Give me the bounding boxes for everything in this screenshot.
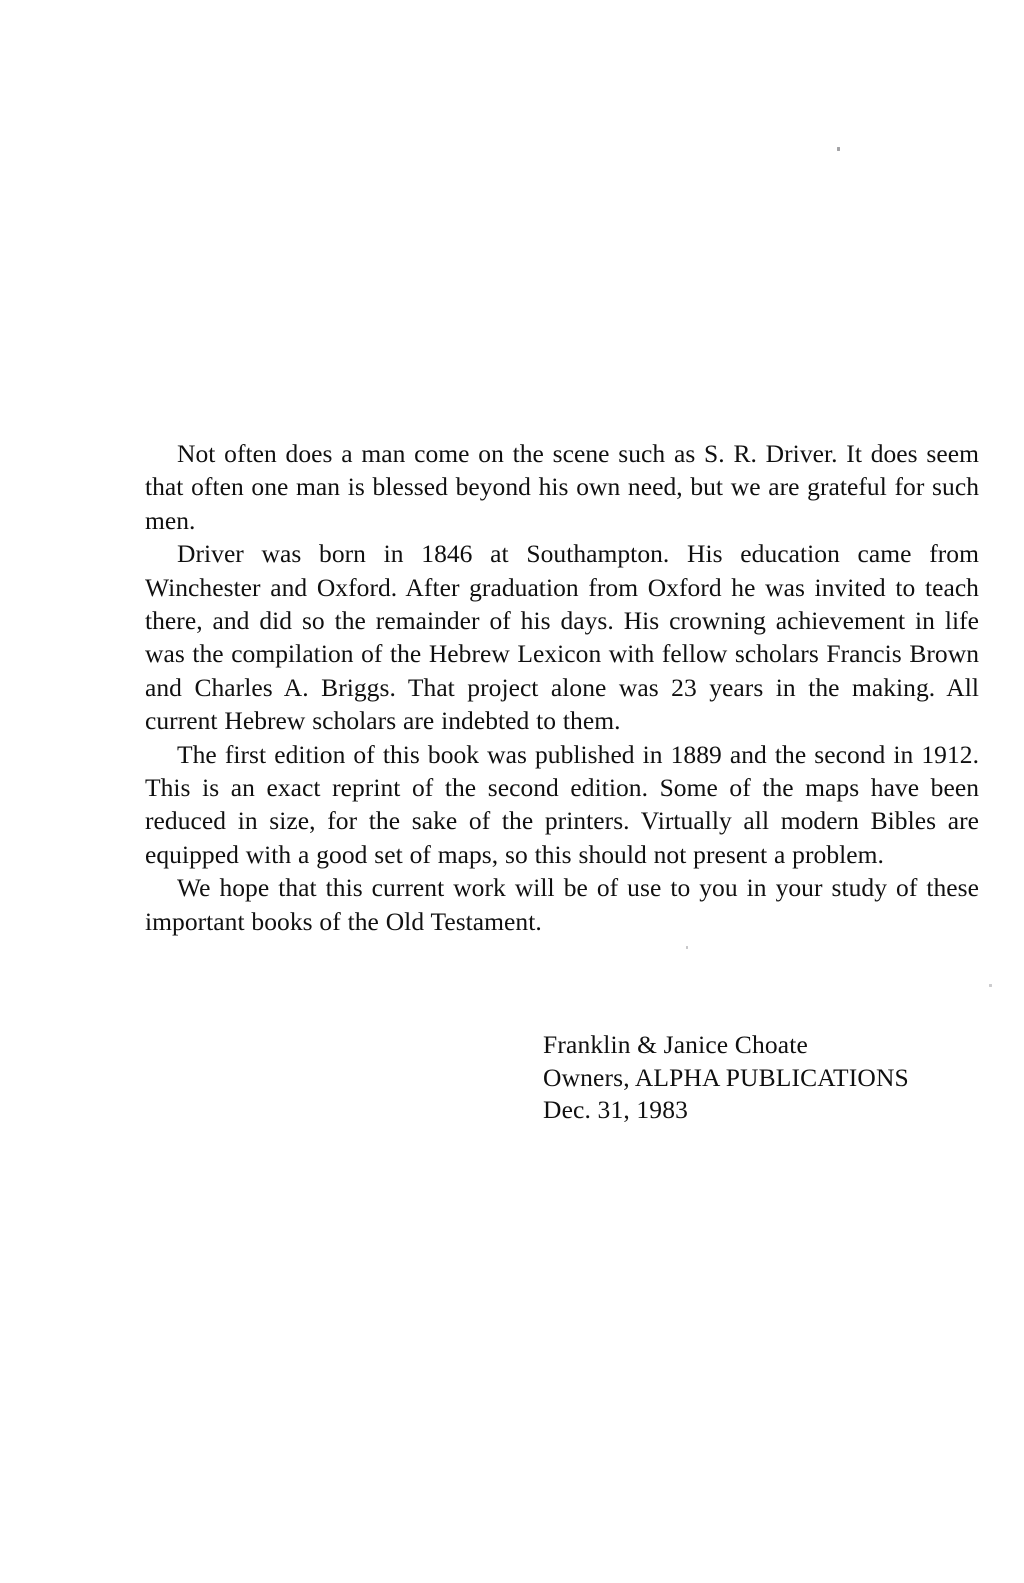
paragraph-closing-hope: We hope that this current work will be of use to you in your study of these important books of the Old Testament.	[145, 873, 979, 936]
scan-speck-icon	[686, 946, 688, 949]
scan-speck-icon	[837, 147, 840, 151]
signature-role-company: Owners, ALPHA PUBLICATIONS	[543, 1062, 909, 1092]
signature-names: Franklin & Janice Choate	[543, 1030, 808, 1059]
signature-block	[543, 1029, 983, 1127]
body-text-block	[145, 437, 979, 938]
scan-speck-icon	[989, 984, 992, 987]
paragraph-edition-history: The first edition of this book was published in 1889 and the second in 1912. This is an exact reprint of the second edition. Some of the maps have been reduced in size, for the sake of the printers. Virtually all modern Bibles are equipped with a good set of maps, so this should not present a problem.	[145, 739, 979, 869]
signature-date: Dec. 31, 1983	[543, 1095, 689, 1124]
paragraph-driver-biography: Driver was born in 1846 at Southampton. His education came from Winchester and Oxford. After graduation from Oxford he was invited to teach there, and did so the remainder of his days. His crowning achievement in life was the compilation of the Hebrew Lexicon with fellow scholars Francis Brown and Charles A. Briggs. That project alone was 23 years in the making. All current Hebrew scholars are indebted to them.	[145, 539, 979, 736]
paragraph-intro: Not often does a man come on the scene such as S. R. Driver. It does seem that often one man is blessed beyond his own need, but we are grateful for such men.	[145, 439, 979, 535]
